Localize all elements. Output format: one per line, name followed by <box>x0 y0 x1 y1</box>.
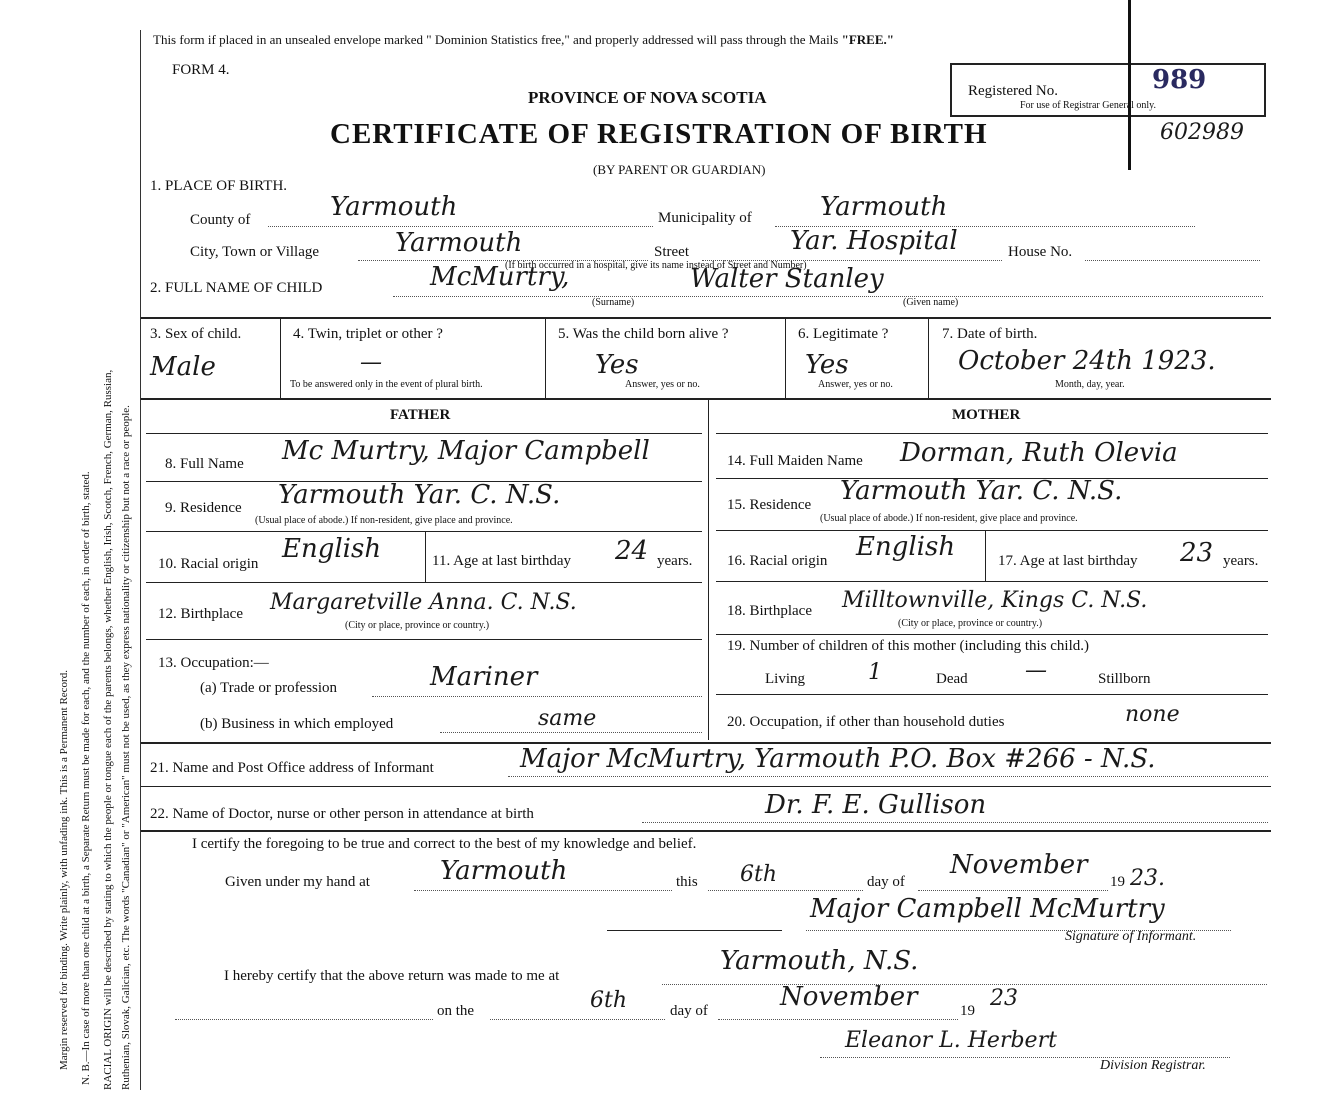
mailing-notice <box>153 32 894 48</box>
col-divider-3 <box>785 318 786 398</box>
margin-nb-note: N. B.—In case of more than one child at a birth, a Separate Return must be made for each, and the number of each, in order of birth, stated. <box>80 471 92 1085</box>
registrar-day-of: day of <box>670 1003 708 1019</box>
this-label: this <box>676 874 698 890</box>
mother-children-label: 19. Number of children of this mother (including this child.) <box>727 638 1090 654</box>
form-left-border <box>140 30 141 1090</box>
father-birthplace-value: Margaretville Anna. C. N.S. <box>270 590 577 615</box>
mother-row-16-rule <box>716 581 1268 582</box>
father-row-12-rule <box>146 639 702 640</box>
month-value: November <box>950 850 1088 880</box>
given-name-caption: (Given name) <box>903 297 959 308</box>
father-residence-value: Yarmouth Yar. C. N.S. <box>278 480 561 510</box>
twin-label: 4. Twin, triplet or other ? <box>293 326 443 342</box>
this-day-value: 6th <box>740 862 778 887</box>
father-age-label: 11. Age at last birthday <box>432 553 571 569</box>
mailing-notice-free: "FREE." <box>841 32 894 47</box>
mother-age-label: 17. Age at last birthday <box>998 553 1138 569</box>
dob-note: Month, day, year. <box>1055 379 1125 390</box>
registrar-caption: Division Registrar. <box>1100 1058 1206 1073</box>
mother-heading-rule <box>716 433 1268 434</box>
page-subtitle: (BY PARENT OR GUARDIAN) <box>593 162 766 177</box>
informant-value: Major McMurtry, Yarmouth P.O. Box #266 - N.S. <box>520 744 1156 774</box>
mother-occupation-label: 20. Occupation, if other than household duties <box>727 714 1005 730</box>
legitimate-value: Yes <box>805 350 849 380</box>
registrar-left-line <box>175 1019 433 1020</box>
registered-label: Registered No. <box>968 83 1058 99</box>
street-value: Yar. Hospital <box>790 226 958 256</box>
mother-age-suffix: years. <box>1223 553 1259 569</box>
col-divider-4 <box>928 318 929 398</box>
mother-heading: MOTHER <box>952 407 1021 423</box>
registrar-place-value: Yarmouth, N.S. <box>720 946 919 976</box>
informant-signature-caption: Signature of Informant. <box>1065 929 1197 944</box>
child-name-label: 2. FULL NAME OF CHILD <box>150 280 323 296</box>
dead-label: Dead <box>936 671 968 687</box>
father-occupation-label: 13. Occupation:— <box>158 655 269 671</box>
father-birthplace-note: (City or place, province or country.) <box>345 620 490 631</box>
father-residence-label: 9. Residence <box>165 500 242 516</box>
alive-note: Answer, yes or no. <box>625 379 700 390</box>
doctor-bottom-rule <box>141 830 1271 832</box>
father-row-10-rule <box>146 582 702 583</box>
year-value: 23. <box>1130 866 1165 891</box>
child-surname-value: McMurtry, <box>430 262 570 292</box>
given-place-line <box>414 890 672 891</box>
child-given-name-value: Walter Stanley <box>690 264 884 294</box>
mother-racial-origin-value: English <box>856 532 956 562</box>
row-divider-bottom <box>141 398 1271 400</box>
mother-birthplace-label: 18. Birthplace <box>727 603 812 619</box>
ink-mark <box>1128 0 1131 170</box>
mother-birthplace-value: Milltownville, Kings C. N.S. <box>842 588 1148 613</box>
father-age-suffix: years. <box>657 553 693 569</box>
registrar-day-value: 6th <box>590 988 628 1013</box>
registrar-note: For use of Registrar General only. <box>1020 100 1156 111</box>
municipality-label: Municipality of <box>658 210 752 226</box>
day-of-label: day of <box>867 874 905 890</box>
father-name-label: 8. Full Name <box>165 456 244 472</box>
mother-residence-value: Yarmouth Yar. C. N.S. <box>840 476 1123 506</box>
col-divider-2 <box>545 318 546 398</box>
living-label: Living <box>765 671 805 687</box>
street-label: Street <box>654 244 689 260</box>
registrar-year-prefix: 19 <box>960 1003 975 1019</box>
registrar-certify-text: I hereby certify that the above return was made to me at <box>224 968 560 984</box>
mother-row-19-rule <box>716 694 1268 695</box>
year-prefix: 19 <box>1110 874 1125 890</box>
stillborn-label: Stillborn <box>1098 671 1151 687</box>
child-name-line <box>393 296 1263 297</box>
mailing-notice-text: This form if placed in an unsealed envelope marked " Dominion Statistics free," and properly addressed will pass through the Mails <box>153 32 842 47</box>
hospital-note: (If birth occurred in a hospital, give its name instead of Street and Number) <box>505 260 807 271</box>
father-residence-note: (Usual place of abode.) If non-resident, give place and province. <box>255 515 513 526</box>
informant-certify-text: I certify the foregoing to be true and correct to the best of my knowledge and belief. <box>192 836 697 852</box>
father-racial-origin-value: English <box>282 534 382 564</box>
father-business-label: (b) Business in which employed <box>200 716 394 732</box>
stamp-number: 602989 <box>1160 120 1244 145</box>
sex-value: Male <box>150 352 216 382</box>
mother-birthplace-note: (City or place, province or country.) <box>898 618 1043 629</box>
mother-row-18-rule <box>716 634 1268 635</box>
surname-caption: (Surname) <box>592 297 635 308</box>
dead-value: — <box>1025 658 1047 683</box>
registered-box <box>950 63 1266 117</box>
father-trade-label: (a) Trade or profession <box>200 680 338 696</box>
city-value: Yarmouth <box>395 228 523 258</box>
place-of-birth-label: 1. PLACE OF BIRTH. <box>150 178 288 194</box>
registrar-signature: Eleanor L. Herbert <box>845 1028 1057 1053</box>
page-title: CERTIFICATE OF REGISTRATION OF BIRTH <box>330 118 988 150</box>
living-value: 1 <box>868 660 882 685</box>
doctor-label: 22. Name of Doctor, nurse or other person in attendance at birth <box>150 806 534 822</box>
mother-age-value: 23 <box>1180 538 1214 568</box>
municipality-value: Yarmouth <box>820 192 948 222</box>
informant-line <box>508 776 1268 777</box>
twin-value: — <box>360 350 382 375</box>
this-day-line <box>708 890 863 891</box>
legitimate-note: Answer, yes or no. <box>818 379 893 390</box>
father-trade-line <box>372 696 702 697</box>
parents-divider <box>708 400 709 740</box>
father-heading-rule <box>146 433 702 434</box>
informant-label: 21. Name and Post Office address of Informant <box>150 760 434 776</box>
father-row-9-rule <box>146 531 702 532</box>
dob-value: October 24th 1923. <box>958 346 1216 376</box>
county-value: Yarmouth <box>330 192 458 222</box>
county-line <box>268 226 653 227</box>
margin-binding-note: Margin reserved for binding. Write plainly, with unfading ink. This is a Permanent Record. <box>58 670 70 1070</box>
province-heading: PROVINCE OF NOVA SCOTIA <box>528 88 767 107</box>
twin-note: To be answered only in the event of plural birth. <box>290 379 483 390</box>
given-under-label: Given under my hand at <box>225 874 370 890</box>
alive-value: Yes <box>595 350 639 380</box>
month-line <box>918 890 1108 891</box>
house-no-label: House No. <box>1008 244 1073 260</box>
mother-racial-origin-label: 16. Racial origin <box>727 553 828 569</box>
doctor-line <box>642 822 1268 823</box>
house-no-line <box>1085 260 1260 261</box>
city-label: City, Town or Village <box>190 244 320 260</box>
mother-name-label: 14. Full Maiden Name <box>727 453 863 469</box>
registrar-month-value: November <box>780 982 918 1012</box>
mother-age-divider <box>985 531 986 581</box>
mother-name-value: Dorman, Ruth Olevia <box>900 438 1178 468</box>
signature-divider <box>607 930 782 931</box>
col-divider-1 <box>280 318 281 398</box>
form-number: FORM 4. <box>172 62 230 78</box>
dob-label: 7. Date of birth. <box>942 326 1038 342</box>
legitimate-label: 6. Legitimate ? <box>798 326 889 342</box>
informant-signature: Major Campbell McMurtry <box>810 894 1165 924</box>
father-age-value: 24 <box>615 536 649 566</box>
given-place-value: Yarmouth <box>440 856 568 886</box>
margin-racial-origin-note: RACIAL ORIGIN will be described by stating to which the people or tongue each of the parents belongs, whether English, Irish, Scotch, French, German, Russian, <box>102 369 114 1090</box>
mother-residence-note: (Usual place of abode.) If non-resident, give place and province. <box>820 513 1078 524</box>
registrar-day-line <box>490 1019 665 1020</box>
registrar-place-line <box>662 984 1267 985</box>
alive-label: 5. Was the child born alive ? <box>558 326 729 342</box>
registrar-on-the: on the <box>437 1003 475 1019</box>
mother-occupation-value: none <box>1125 702 1180 727</box>
father-birthplace-label: 12. Birthplace <box>158 606 243 622</box>
mother-row-15-rule <box>716 530 1268 531</box>
registered-number: 989 <box>1152 65 1207 95</box>
father-age-divider <box>425 532 426 582</box>
father-heading: FATHER <box>390 407 451 423</box>
father-racial-origin-label: 10. Racial origin <box>158 556 259 572</box>
father-business-line <box>440 732 702 733</box>
father-trade-value: Mariner <box>430 662 538 692</box>
informant-bottom-rule <box>141 786 1271 787</box>
doctor-value: Dr. F. E. Gullison <box>765 790 987 820</box>
registrar-month-line <box>718 1019 958 1020</box>
row-divider-top <box>141 317 1271 319</box>
registrar-year-value: 23 <box>990 986 1018 1011</box>
margin-racial-origin-note-2: Ruthenian, Slovak, Galician, etc. The words "Canadian" or "American" must not be used, as they express nationality or citizenship but not a race or people. <box>120 405 132 1090</box>
mother-residence-label: 15. Residence <box>727 497 812 513</box>
county-label: County of <box>190 212 251 228</box>
father-business-value: same <box>538 706 597 731</box>
father-name-value: Mc Murtry, Major Campbell <box>282 436 650 466</box>
sex-label: 3. Sex of child. <box>150 326 242 342</box>
